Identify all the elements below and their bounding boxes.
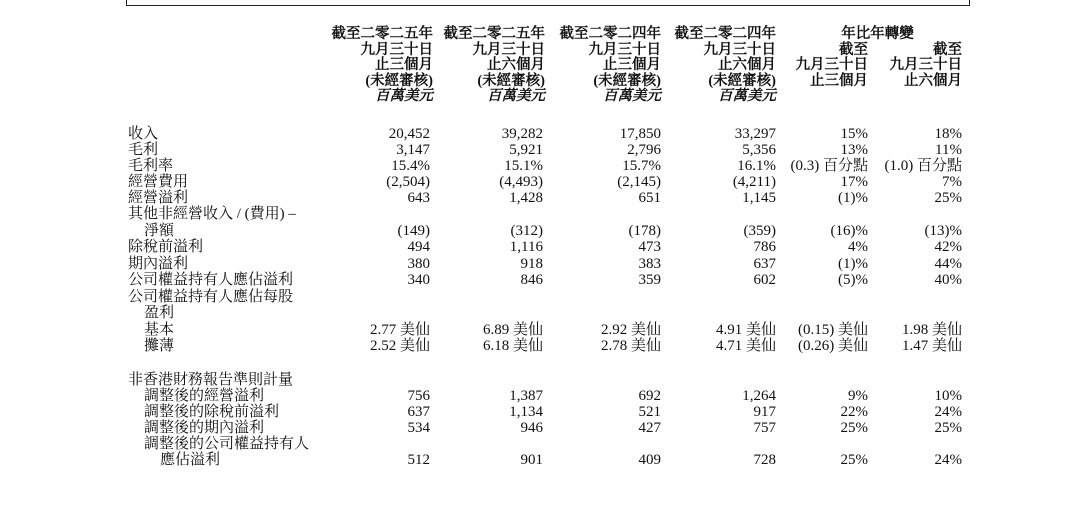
cell-value: 22% <box>840 404 868 420</box>
cell-value: 917 <box>753 404 776 420</box>
yoy-header-line: 止三個月 <box>810 72 868 89</box>
cell-value: 637 <box>407 404 430 420</box>
cell-value: (359) <box>743 223 776 239</box>
cell-value: 786 <box>753 239 776 255</box>
cell-value: 1,264 <box>742 388 776 404</box>
cell-value: 10% <box>934 388 962 404</box>
cell-value: (149) <box>397 223 430 239</box>
row-label: 毛利率 <box>128 158 174 174</box>
top-frame-border <box>126 0 970 6</box>
table-row <box>0 206 1080 222</box>
header-duration: 止六個月 <box>718 57 776 73</box>
header-unit: 百萬美元 <box>718 88 776 104</box>
row-label: 經營溢利 <box>128 190 189 206</box>
cell-value: 4.71 美仙 <box>715 338 776 354</box>
table-row <box>0 174 1080 190</box>
cell-value: 340 <box>407 272 430 288</box>
row-label: 攤薄 <box>144 338 175 354</box>
cell-value: 15.4% <box>391 158 430 174</box>
table-row <box>0 158 1080 174</box>
yoy-header-half <box>842 43 962 90</box>
cell-value: 409 <box>638 452 661 468</box>
cell-value: 494 <box>407 239 430 255</box>
cell-value: 383 <box>638 256 661 272</box>
cell-value: (5)% <box>838 272 868 288</box>
table-row <box>0 404 1080 420</box>
table-row <box>0 452 1080 468</box>
cell-value: 918 <box>520 256 543 272</box>
cell-value: 15.1% <box>504 158 543 174</box>
cell-value: 427 <box>638 420 661 436</box>
yoy-header-line: 截至 <box>839 41 868 58</box>
cell-value: 901 <box>520 452 543 468</box>
cell-value: 11% <box>935 142 962 158</box>
cell-value: 473 <box>638 239 661 255</box>
cell-value: 17,850 <box>619 126 661 142</box>
row-label: 其他非經營收入 / (費用) – <box>128 206 296 222</box>
cell-value: (312) <box>510 223 543 239</box>
table-row <box>0 305 1080 321</box>
table-row <box>0 289 1080 305</box>
table-row <box>0 256 1080 272</box>
row-label: 調整後的除稅前溢利 <box>144 404 280 420</box>
cell-value: 534 <box>407 420 430 436</box>
cell-value: 1.47 美仙 <box>901 338 962 354</box>
cell-value: 3,147 <box>396 142 430 158</box>
header-date: 九月三十日 <box>703 41 776 58</box>
cell-value: 15% <box>840 126 868 142</box>
cell-value: 2.78 美仙 <box>600 338 661 354</box>
cell-value: 5,356 <box>742 142 776 158</box>
cell-value: 6.89 美仙 <box>482 322 543 338</box>
cell-value: 1,116 <box>509 239 543 255</box>
cell-value: 512 <box>407 452 430 468</box>
cell-value: (2,504) <box>386 174 430 190</box>
cell-value: (0.15) 美仙 <box>798 322 868 338</box>
table-row <box>0 372 1080 388</box>
row-label: 毛利 <box>128 142 159 158</box>
row-label: 經營費用 <box>128 174 189 190</box>
yoy-title: 年比年轉變 <box>841 26 914 42</box>
header-date: 九月三十日 <box>588 41 661 58</box>
cell-value: 1,387 <box>509 388 543 404</box>
header-duration: 止三個月 <box>375 57 433 73</box>
header-period: 截至二零二五年 <box>443 26 545 42</box>
row-label: 收入 <box>128 126 159 142</box>
cell-value: 25% <box>840 452 868 468</box>
cell-value: 359 <box>638 272 661 288</box>
row-label: 公司權益持有人應佔每股 <box>128 289 294 305</box>
header-duration: 止六個月 <box>487 57 545 73</box>
cell-value: 4.91 美仙 <box>715 322 776 338</box>
header-audit: (未經審核) <box>477 72 545 89</box>
cell-value: 380 <box>407 256 430 272</box>
cell-value: 692 <box>638 388 661 404</box>
cell-value: 20,452 <box>388 126 430 142</box>
cell-value: 39,282 <box>501 126 543 142</box>
row-label: 淨額 <box>144 223 175 239</box>
row-label: 調整後的期內溢利 <box>144 420 265 436</box>
yoy-header-line: 截至 <box>933 41 962 58</box>
cell-value: 7% <box>942 174 962 190</box>
cell-value: 40% <box>934 272 962 288</box>
row-label: 盈利 <box>144 305 175 321</box>
header-audit: (未經審核) <box>365 72 433 89</box>
cell-value: 16.1% <box>737 158 776 174</box>
row-label: 期內溢利 <box>128 256 189 272</box>
cell-value: 24% <box>934 452 962 468</box>
header-duration: 止三個月 <box>603 57 661 73</box>
table-row <box>0 126 1080 142</box>
header-period: 截至二零二五年 <box>331 26 433 42</box>
cell-value: (1.0) 百分點 <box>884 158 962 174</box>
header-audit: (未經審核) <box>593 72 661 89</box>
cell-value: 637 <box>753 256 776 272</box>
cell-value: (1)% <box>838 190 868 206</box>
cell-value: 1,145 <box>742 190 776 206</box>
cell-value: 24% <box>934 404 962 420</box>
cell-value: 946 <box>520 420 543 436</box>
row-label: 非香港財務報告準則計量 <box>128 372 294 388</box>
cell-value: (1)% <box>838 256 868 272</box>
row-label: 除稅前溢利 <box>128 239 204 255</box>
cell-value: 25% <box>840 420 868 436</box>
cell-value: 25% <box>934 190 962 206</box>
row-label: 應佔溢利 <box>160 452 221 468</box>
cell-value: 1.98 美仙 <box>901 322 962 338</box>
table-row <box>0 338 1080 354</box>
column-header-2025-h <box>425 27 545 105</box>
cell-value: 6.18 美仙 <box>482 338 543 354</box>
yoy-header-line: 九月三十日 <box>889 57 962 73</box>
table-row <box>0 239 1080 255</box>
cell-value: 33,297 <box>734 126 776 142</box>
header-audit: (未經審核) <box>708 72 776 89</box>
table-row <box>0 436 1080 452</box>
cell-value: 2.77 美仙 <box>369 322 430 338</box>
cell-value: 1,428 <box>509 190 543 206</box>
cell-value: 757 <box>753 420 776 436</box>
cell-value: (2,145) <box>617 174 661 190</box>
cell-value: 5,921 <box>509 142 543 158</box>
header-date: 九月三十日 <box>360 41 433 58</box>
cell-value: (4,211) <box>732 174 776 190</box>
cell-value: 756 <box>407 388 430 404</box>
cell-value: (16)% <box>830 223 868 239</box>
column-header-2025-q <box>313 27 433 105</box>
cell-value: 846 <box>520 272 543 288</box>
cell-value: (4,493) <box>499 174 543 190</box>
header-unit: 百萬美元 <box>375 88 433 104</box>
cell-value: 521 <box>638 404 661 420</box>
cell-value: 17% <box>840 174 868 190</box>
cell-value: 44% <box>934 256 962 272</box>
cell-value: 2.92 美仙 <box>600 322 661 338</box>
cell-value: (0.26) 美仙 <box>798 338 868 354</box>
cell-value: 651 <box>638 190 661 206</box>
column-header-2024-q <box>541 27 661 105</box>
row-label: 公司權益持有人應佔溢利 <box>128 272 294 288</box>
cell-value: (13)% <box>924 223 962 239</box>
table-row <box>0 420 1080 436</box>
row-label: 調整後的經營溢利 <box>144 388 265 404</box>
cell-value: 15.7% <box>622 158 661 174</box>
header-period: 截至二零二四年 <box>559 26 661 42</box>
cell-value: 2,796 <box>627 142 661 158</box>
cell-value: 602 <box>753 272 776 288</box>
cell-value: 2.52 美仙 <box>369 338 430 354</box>
header-unit: 百萬美元 <box>487 88 545 104</box>
cell-value: 9% <box>848 388 868 404</box>
table-row <box>0 142 1080 158</box>
cell-value: 1,134 <box>509 404 543 420</box>
cell-value: 18% <box>934 126 962 142</box>
row-label: 基本 <box>144 322 175 338</box>
cell-value: 13% <box>840 142 868 158</box>
cell-value: 25% <box>934 420 962 436</box>
cell-value: (178) <box>628 223 661 239</box>
row-label: 調整後的公司權益持有人 <box>144 436 310 452</box>
header-date: 九月三十日 <box>472 41 545 58</box>
header-unit: 百萬美元 <box>603 88 661 104</box>
cell-value: (0.3) 百分點 <box>790 158 868 174</box>
cell-value: 728 <box>753 452 776 468</box>
cell-value: 4% <box>848 239 868 255</box>
cell-value: 643 <box>407 190 430 206</box>
table-row <box>0 223 1080 239</box>
cell-value: 42% <box>934 239 962 255</box>
yoy-header-line: 止六個月 <box>904 72 962 89</box>
table-row <box>0 272 1080 288</box>
table-row <box>0 388 1080 404</box>
header-period: 截至二零二四年 <box>674 26 776 42</box>
yoy-header-line: 九月三十日 <box>795 57 868 73</box>
table-row <box>0 322 1080 338</box>
table-row <box>0 190 1080 206</box>
